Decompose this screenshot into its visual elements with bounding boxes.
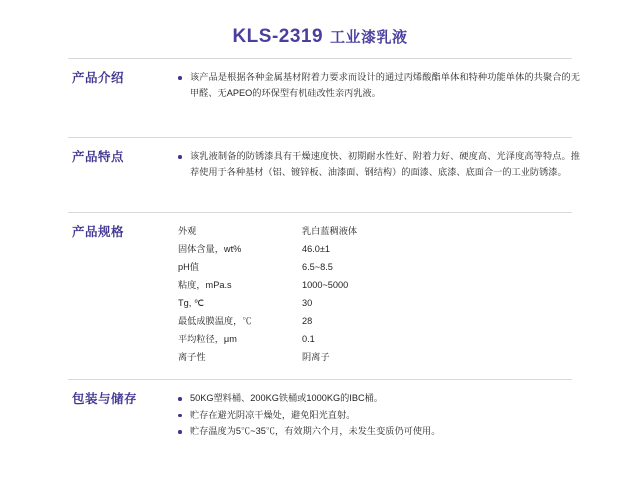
spec-value: 28 — [302, 316, 313, 326]
table-row — [178, 350, 452, 368]
section-body-features — [168, 149, 580, 181]
table-row — [178, 296, 452, 314]
spec-table — [178, 224, 452, 368]
list-item: 贮存温度为5℃~35℃，有效期六个月，未发生变质仍可使用。 — [178, 424, 580, 440]
list-item: 50KG塑料桶、200KG铁桶或1000KG的IBC桶。 — [178, 391, 580, 407]
product-name: 工业漆乳液 — [330, 29, 408, 46]
spec-value: 30 — [302, 298, 313, 308]
spec-key: 最低成膜温度，℃ — [178, 316, 252, 326]
spec-key: pH值 — [178, 262, 199, 272]
section-body-specs — [168, 224, 580, 368]
table-row — [178, 314, 452, 332]
spec-value: 46.0±1 — [302, 244, 331, 254]
bullet-list-packaging — [178, 391, 580, 440]
spec-key: Tg, ℃ — [178, 298, 205, 308]
section-product-intro — [60, 59, 580, 137]
spec-key: 平均粒径，μm — [178, 334, 237, 344]
table-row — [178, 242, 452, 260]
table-row — [178, 260, 452, 278]
spec-key: 粘度，mPa.s — [178, 280, 232, 290]
spec-key: 外观 — [178, 226, 197, 236]
table-row — [178, 278, 452, 296]
section-label-intro: 产品介绍 — [72, 71, 125, 85]
section-label-specs: 产品规格 — [72, 225, 125, 239]
spec-key: 固体含量，wt% — [178, 244, 242, 254]
section-packaging-storage — [60, 380, 580, 452]
spec-value: 乳白蓝稠液体 — [302, 226, 358, 236]
section-product-features — [60, 138, 580, 212]
bullet-list-features — [178, 149, 580, 180]
spec-value: 阴离子 — [302, 352, 330, 362]
list-item: 该乳液制备的防锈漆具有干燥速度快、初期耐水性好、附着力好、硬度高、光泽度高等特点。推荐使用于各种基材（铝、镀锌板、油漆面、钢结构）的面漆、底漆、底面合一的工业防锈漆。 — [178, 149, 580, 180]
section-body-packaging — [168, 391, 580, 441]
spec-value: 0.1 — [302, 334, 315, 344]
document-title — [60, 0, 580, 58]
spec-key: 离子性 — [178, 352, 206, 362]
bullet-list-intro — [178, 70, 580, 101]
section-body-intro — [168, 70, 580, 102]
section-label-features: 产品特点 — [72, 150, 125, 164]
list-item: 贮存在避光阴凉干燥处，避免阳光直射。 — [178, 408, 580, 424]
list-item: 该产品是根据各种金属基材附着力要求而设计的通过丙烯酸酯单体和特种功能单体的共聚合的无甲醛、无APEO的环保型有机硅改性亲丙乳液。 — [178, 70, 580, 101]
section-product-specs — [60, 213, 580, 379]
spec-value: 6.5~8.5 — [302, 262, 333, 272]
spec-value: 1000~5000 — [302, 280, 349, 290]
table-row — [178, 224, 452, 242]
table-row — [178, 332, 452, 350]
product-code: KLS-2319 — [232, 26, 324, 47]
section-label-packaging: 包装与储存 — [72, 392, 138, 406]
